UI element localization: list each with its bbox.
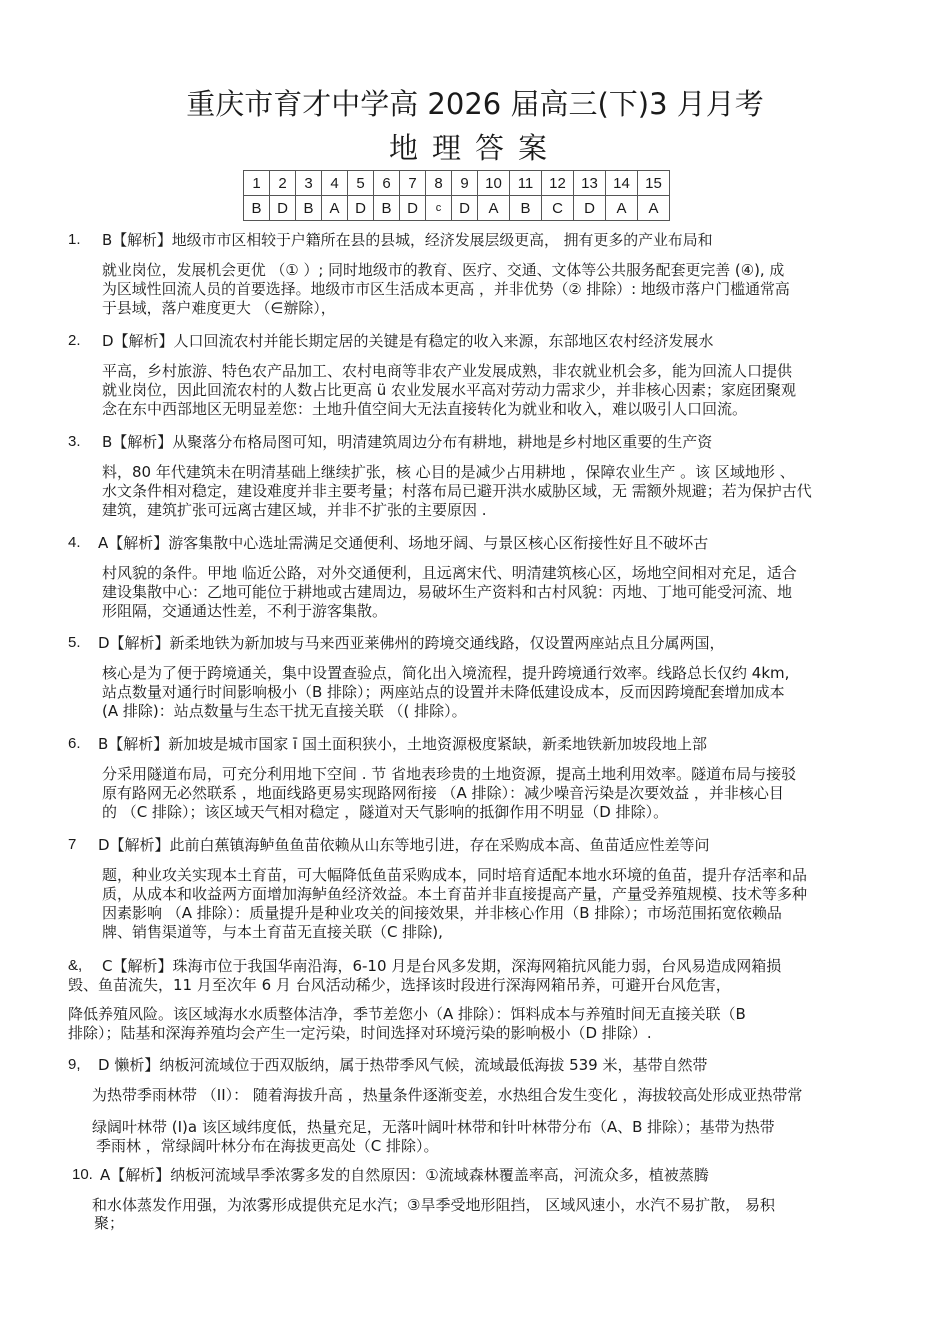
- question-text-line: 料，80 年代建筑未在明清基础上继续扩张，核 心目的是减少占用耕地 ，保障农业生产 。该 区域地形 、: [102, 463, 795, 481]
- answer-table-number: 7: [400, 171, 426, 196]
- question-text-line: 形阻隔，交通通达性差，不利于游客集散。: [102, 602, 388, 620]
- answer-table-number: 3: [296, 171, 322, 196]
- question-number: 5.: [68, 634, 81, 651]
- answer-table-number: 11: [510, 171, 542, 196]
- question-number: 1.: [68, 231, 81, 248]
- question-text-line: 建筑，建筑扩张可远离古建区域，并非不扩张的主要原因 .: [102, 501, 487, 519]
- question-text-line: 原有路网无必然联系 ，地面线路更易实现路网衔接 （A 排除）：减少噪音污染是次要效益 ，并非核心目: [102, 784, 784, 802]
- question-text-line: 分采用隧道布局，可充分利用地下空间 . 节 省地表珍贵的土地资源，提高土地利用效率。隧道布局与接驳: [102, 765, 797, 783]
- question-text-line: 平高，乡村旅游、特色农产品加工、农村电商等非农产业发展成熟，非农就业机会多，能为回流人口提供: [102, 362, 793, 380]
- answer-table-answer: B: [244, 196, 270, 221]
- question-text-line: 就业岗位，因此回流农村的人数占比更高 ü 农业发展水平高对劳动力需求少，并非核心因素；家庭团聚观: [102, 381, 797, 399]
- question-text-line: D 懒析】纳板河流域位于西双版纳，属于热带季风气候，流域最低海拔 539 米，基带自然带: [98, 1056, 708, 1074]
- answer-table-number: 4: [322, 171, 348, 196]
- question-text-line: 于县域，落户难度更大 （∈辦除），: [102, 299, 336, 317]
- question-number: 4.: [68, 534, 81, 551]
- question-text-line: A【解析】纳板河流域旱季浓雾多发的自然原因：①流域森林覆盖率高，河流众多，植被蒸腾: [100, 1166, 709, 1184]
- question-text-line: D【解析】此前白蕉镇海鲈鱼鱼苗依赖从山东等地引进，存在采购成本高、鱼苗适应性差等问: [98, 836, 710, 854]
- question-text-line: 绿阔叶林带 (I)a 该区域纬度低，热量充足，无落叶阔叶林带和针叶林带分布（A、B 排除）；基带为热带: [92, 1118, 775, 1136]
- question-text-line: 季雨林 ，常绿阔叶林分布在海拔更高处（C 排除）。: [96, 1137, 439, 1155]
- answer-table-answer: c: [426, 196, 452, 221]
- question-text-line: 水文条件相对稳定，建设难度并非主要考量；村落布局已避开洪水威胁区域，无 需额外规避；若为保护古代: [102, 482, 812, 500]
- answer-table-answer: D: [452, 196, 478, 221]
- page-subtitle: 地理答案: [388, 131, 561, 165]
- answer-table-answer: D: [270, 196, 296, 221]
- question-text-line: 因素影响 （A 排除）：质量提升是种业攻关的间接效果，并非核心作用（B 排除）；市场范围拓宽依赖品: [102, 904, 782, 922]
- question-text-line: 降低养殖风险。该区域海水水质整体洁净，季节差您小（A 排除）：饵料成本与养殖时间无直接关联（B: [68, 1005, 746, 1023]
- question-number: 2.: [68, 332, 81, 349]
- question-number: 10.: [72, 1166, 93, 1183]
- question-text-line: 质，从成本和收益两方面增加海鲈鱼经济效益。本土育苗并非直接提高产量，产量受养殖规模、技术等多种: [102, 885, 808, 903]
- question-text-line: 念在东中西部地区无明显差您：土地升值空间大无法直接转化为就业和收入，难以吸引人口回流。: [102, 400, 748, 418]
- question-text-line: 题，种业攻关实现本土育苗，可大幅降低鱼苗采购成本，同时培育适配本地水环境的鱼苗，提升存活率和品: [102, 866, 808, 884]
- question-text-line: D【解析】人口回流农村并能长期定居的关键是有稳定的收入来源，东部地区农村经济发展水: [102, 332, 714, 350]
- question-number: 9,: [68, 1056, 81, 1073]
- question-text-line: 建设集散中心：乙地可能位于耕地或古建周边，易破坏生产资料和古村风貌：丙地、丁地可能受河流、地: [102, 583, 793, 601]
- answer-table-answer: D: [348, 196, 374, 221]
- question-text-line: (A 排除)：站点数量与生态干扰无直接关联 （( 排除）。: [102, 702, 467, 720]
- answer-table-number: 10: [478, 171, 510, 196]
- answer-table-number: 6: [374, 171, 400, 196]
- answer-table-number: 5: [348, 171, 374, 196]
- answer-table-number: 9: [452, 171, 478, 196]
- answer-table-number: 1: [244, 171, 270, 196]
- question-number: 3.: [68, 433, 81, 450]
- answer-table-number: 15: [638, 171, 670, 196]
- answer-table-answer: D: [574, 196, 606, 221]
- question-text-line: C【解析】珠海市位于我国华南沿海，6-10 月是台风多发期，深海网箱抗风能力弱，台风易造成网箱损: [102, 957, 782, 975]
- question-text-line: B【解析】新加坡是城市国家 ī 国土面积狭小，土地资源极度紧缺，新柔地铁新加坡段地上部: [98, 735, 707, 753]
- question-text-line: B【解析】从聚落分布格局图可知，明清建筑周边分布有耕地，耕地是乡村地区重要的生产资: [102, 433, 713, 451]
- answer-table-answer: A: [322, 196, 348, 221]
- question-text-line: 和水体蒸发作用强，为浓雾形成提供充足水汽；③旱季受地形阻挡， 区域风速小，水汽不易扩散， 易积: [92, 1196, 775, 1214]
- question-text-line: 排除）；陆基和深海养殖均会产生一定污染，时间选择对环境污染的影响极小（D 排除）.: [68, 1024, 652, 1042]
- question-text-line: B【解析】地级市市区相较于户籍所在县的县城，经济发展层级更高， 拥有更多的产业布局和: [102, 231, 713, 249]
- answer-table-answer: C: [542, 196, 574, 221]
- question-text-line: A【解析】游客集散中心选址需满足交通便利、场地牙阔、与景区核心区衔接性好且不破坏古: [98, 534, 709, 552]
- question-number: 7: [68, 836, 77, 853]
- answer-table-answer: B: [374, 196, 400, 221]
- question-text-line: 的 （C 排除）；该区域天气相对稳定 ，隧道对天气影响的抵御作用不明显（D 排除）。: [102, 803, 669, 821]
- question-text-line: 站点数量对通行时间影响极小（B 排除）；两座站点的设置并未降低建设成本，反而因跨境配套增加成本: [102, 683, 785, 701]
- question-text-line: 聚；: [94, 1214, 125, 1232]
- question-number: 6.: [68, 735, 81, 752]
- answer-table-number: 12: [542, 171, 574, 196]
- question-text-line: D【解析】新柔地铁为新加坡与马来西亚莱佛州的跨境交通线路，仅设置两座站点且分属两国，: [98, 634, 725, 652]
- answer-table-number: 8: [426, 171, 452, 196]
- answer-table-answer: A: [638, 196, 670, 221]
- answer-table-answer: B: [510, 196, 542, 221]
- answer-table-number: 14: [606, 171, 638, 196]
- answer-table: [243, 170, 670, 221]
- question-text-line: 核心是为了便于跨境通关，集中设置查验点，简化出入境流程，提升跨境通行效率。线路总长仅约 4km,: [102, 664, 790, 682]
- answer-table-answer: B: [296, 196, 322, 221]
- answer-table-numbers-row: [244, 171, 670, 196]
- question-text-line: 为热带季雨林带 （II）： 随着海拔升高 ，热量条件逐渐变差，水热组合发生变化 ，海拔较高处形成亚热带常: [92, 1086, 803, 1104]
- answer-table-answers-row: [244, 196, 670, 221]
- answer-table-answer: D: [400, 196, 426, 221]
- page-title: 重庆市育才中学高 2026 届高三(下)3 月月考: [186, 87, 764, 121]
- question-text-line: 村风貌的条件。甲地 临近公路，对外交通便利，且远离宋代、明清建筑核心区，场地空间相对充足，适合: [102, 564, 797, 582]
- question-text-line: 就业岗位，发展机会更优 （① ）; 同时地级市的教育、医疗、交通、文体等公共服务配套更完善 (④), 成: [102, 261, 785, 279]
- question-text-line: 牌、销售渠道等，与本土育苗无直接关联（C 排除),: [102, 923, 443, 941]
- answer-table-answer: A: [478, 196, 510, 221]
- question-text-line: 毁、鱼苗流失，11 月至次年 6 月 台风活动稀少，选择该时段进行深海网箱吊养，可避开台风危害，: [68, 976, 731, 994]
- answer-table-number: 13: [574, 171, 606, 196]
- answer-table-number: 2: [270, 171, 296, 196]
- answer-table-answer: A: [606, 196, 638, 221]
- question-number: &,: [68, 957, 83, 974]
- question-text-line: 为区域性回流人员的首要选择。地级市市区生活成本更高 ，并非优势（② 排除）: 地级市落户门槛通常高: [102, 280, 790, 298]
